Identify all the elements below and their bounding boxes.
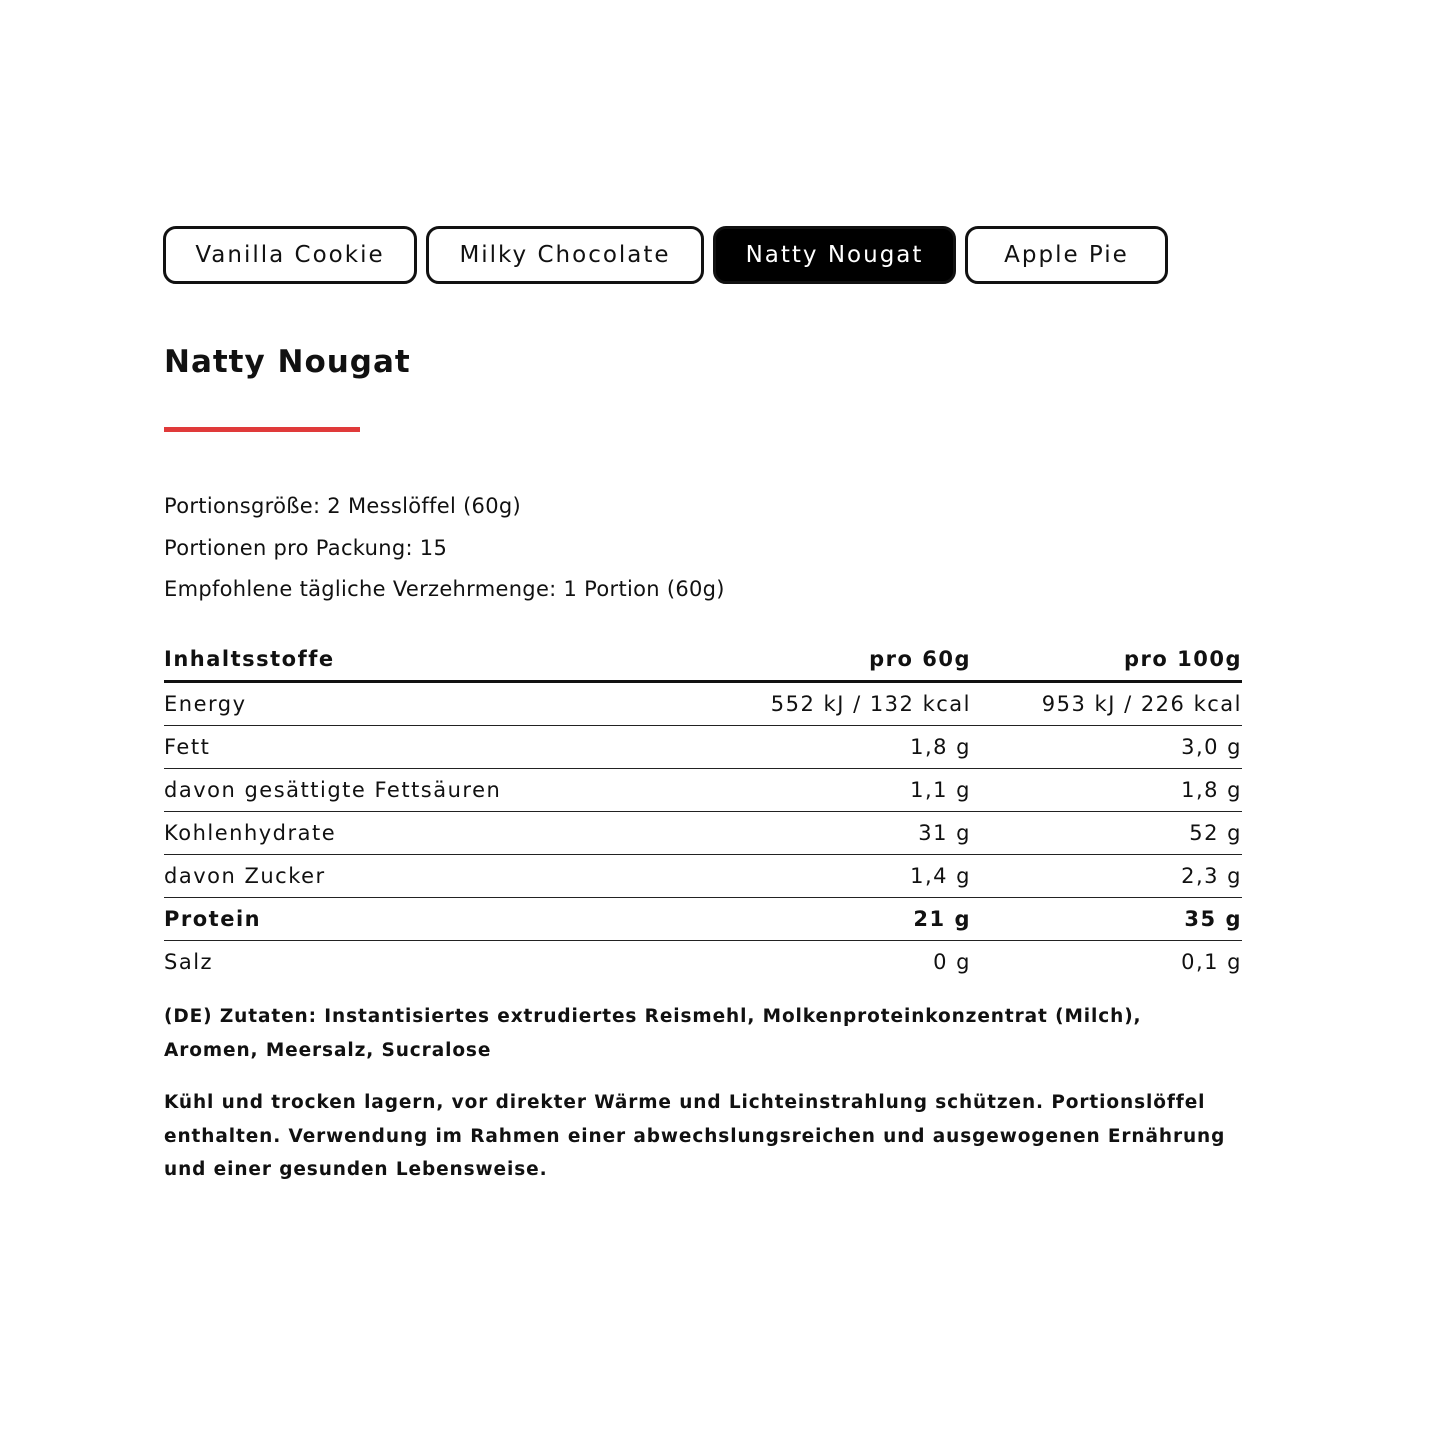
row-per-100g: 35 g <box>1184 907 1242 931</box>
serving-size: Portionsgröße: 2 Messlöffel (60g) <box>164 494 522 518</box>
row-per-100g: 3,0 g <box>1181 735 1242 759</box>
row-name: Fett <box>164 735 211 759</box>
flavor-tabs <box>163 226 1168 284</box>
row-per-100g: 953 kJ / 226 kcal <box>1041 692 1242 716</box>
nutrition-row-energy <box>164 683 1242 726</box>
header-ingredients: Inhaltsstoffe <box>164 647 335 671</box>
serving-info <box>164 486 725 611</box>
nutrition-row-saturated-fat <box>164 769 1242 812</box>
tab-apple-pie[interactable]: Apple Pie <box>965 226 1168 284</box>
row-name: davon gesättigte Fettsäuren <box>164 778 502 802</box>
nutrition-row-protein <box>164 898 1242 941</box>
storage-instructions: Kühl und trocken lagern, vor direkter Wärme und Lichteinstrahlung schützen. Portionslöffel enthalten. Verwendung im Rahmen einer abwechslungsreichen und ausgewogenen Ernährung und einer gesunden Lebensweise. <box>164 1092 1226 1180</box>
row-name: davon Zucker <box>164 864 326 888</box>
row-name: Energy <box>164 692 247 716</box>
ingredients-text: (DE) Zutaten: Instantisiertes extrudiertes Reismehl, Molkenproteinkonzentrat (Milch), Aromen, Meersalz, Sucralose <box>164 1006 1142 1061</box>
nutrition-row-carbohydrates <box>164 812 1242 855</box>
row-per-60g: 0 g <box>933 950 971 974</box>
row-per-100g: 52 g <box>1189 821 1242 845</box>
row-per-60g: 1,4 g <box>910 864 971 888</box>
header-per-100g: pro 100g <box>1124 647 1242 671</box>
row-per-100g: 1,8 g <box>1181 778 1242 802</box>
title-accent-divider <box>164 427 360 432</box>
row-per-100g: 2,3 g <box>1181 864 1242 888</box>
row-per-60g: 552 kJ / 132 kcal <box>770 692 971 716</box>
row-per-60g: 31 g <box>918 821 971 845</box>
product-title: Natty Nougat <box>164 344 411 380</box>
header-per-60g: pro 60g <box>869 647 971 671</box>
row-per-60g: 1,8 g <box>910 735 971 759</box>
row-name: Kohlenhydrate <box>164 821 337 845</box>
row-per-60g: 21 g <box>913 907 971 931</box>
nutrition-header-row <box>164 638 1242 683</box>
row-name: Protein <box>164 907 262 931</box>
nutrition-table <box>164 638 1242 983</box>
nutrition-row-sugar <box>164 855 1242 898</box>
recommended-daily-intake: Empfohlene tägliche Verzehrmenge: 1 Portion (60g) <box>164 577 725 601</box>
tab-vanilla-cookie[interactable]: Vanilla Cookie <box>163 226 417 284</box>
row-per-60g: 1,1 g <box>910 778 971 802</box>
nutrition-row-salt <box>164 941 1242 983</box>
nutrition-row-fat <box>164 726 1242 769</box>
tab-milky-chocolate[interactable]: Milky Chocolate <box>426 226 704 284</box>
row-name: Salz <box>164 950 214 974</box>
servings-per-pack: Portionen pro Packung: 15 <box>164 535 448 560</box>
row-per-100g: 0,1 g <box>1181 950 1242 974</box>
tab-natty-nougat[interactable]: Natty Nougat <box>713 226 956 284</box>
